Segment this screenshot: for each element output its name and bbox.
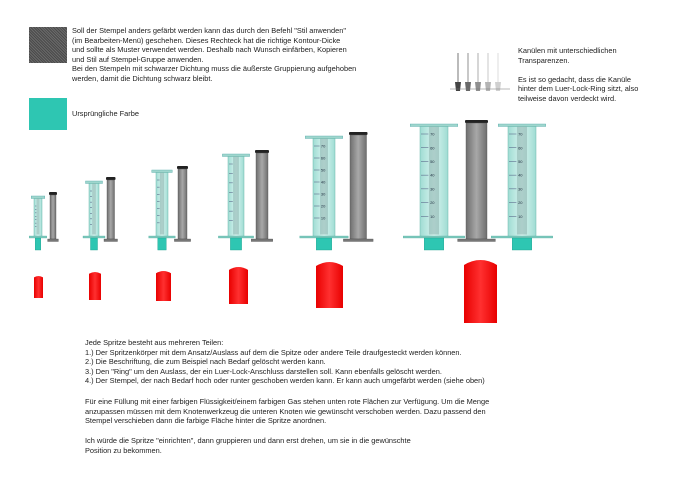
barrel-flange (31, 196, 45, 199)
scale-label: 20 (320, 203, 326, 209)
scale-label: 60 (320, 155, 326, 161)
barrel-base (29, 236, 47, 238)
fill-area-6[interactable] (464, 260, 497, 323)
luer-ring (512, 238, 532, 250)
rotate-description: Ich würde die Spritze "einrichten", dann gruppieren und dann erst drehen, um sie in die gewünschte Position zu bekommen. (85, 436, 411, 455)
fill-area-3[interactable] (156, 271, 171, 301)
cannula-hub (455, 82, 461, 91)
barrel-flange (305, 136, 342, 139)
scale-label: 60 (430, 145, 435, 151)
cannula-note: Kanülen mit unterschiedlichen Transparenzen. Es ist so gedacht, dass die Kanüle hinter dem Luer-Lock-Ring sitzt, also teilweise davon verdeckt wird. (518, 46, 639, 103)
luer-ring (230, 238, 241, 250)
scale-label: 40 (518, 172, 523, 178)
scale-label: 50 (430, 159, 435, 165)
plunger-seal (49, 192, 57, 195)
barrel-base (403, 236, 465, 238)
barrel-base (149, 236, 175, 238)
plunger-thumb-plate (458, 239, 496, 242)
luer-ring (91, 238, 98, 250)
scale-label: 20 (430, 200, 435, 206)
plunger-seal (106, 177, 116, 180)
fill-area-4[interactable] (229, 267, 248, 304)
scale-label: 30 (320, 191, 326, 197)
luer-ring (316, 238, 331, 250)
barrel-plunger-rod (92, 184, 96, 235)
scale-label: 20 (518, 200, 523, 206)
style-instructions: Soll der Stempel anders gefärbt werden kann das durch den Befehl "Stil anwenden" (im Bearbeiten-Menü) geschehen. Dieses Rechteck hat die richtige Kontour-Dicke und sollte als Muster verwendet werden. Deshalb nach Wunsch einfärben, Kopieren und Stil auf Stempel-Gruppe anwenden. Bei den Stempeln mit schwarzer Dichtung muss die äußerste Gruppierung aufgehoben werden, damit die Dichtung schwarz bleibt. (72, 26, 357, 83)
cannula-hub (475, 82, 481, 91)
plunger-rod (50, 195, 56, 239)
scale-label: 40 (430, 172, 435, 178)
plunger-thumb-plate (174, 239, 190, 242)
scale-label: 10 (518, 213, 523, 219)
barrel-flange (410, 124, 458, 127)
barrel-base (300, 236, 348, 238)
scale-label: 70 (518, 131, 523, 137)
scale-label: 30 (518, 186, 523, 192)
cannula-hub (495, 82, 501, 91)
fill-description: Für eine Füllung mit einer farbigen Flüssigkeit/einem farbigen Gas stehen unten rote Flächen zur Verfügung. Um die Menge anzupassen müssen mit dem Knotenwerkzeug die unteren Knoten wie gewünscht verschoben werden. Dazu passend den Stempel verschieben dann die farbige Fläche hinter die Spritze anordnen. (85, 397, 490, 426)
syringe-set-5[interactable] (300, 132, 373, 250)
luer-ring (35, 238, 41, 250)
scale-label: 30 (430, 186, 435, 192)
syringe-set-7[interactable] (491, 124, 553, 250)
cannula-hub (485, 82, 491, 91)
scale-label: 40 (320, 179, 326, 185)
barrel-base (491, 236, 553, 238)
barrel-base (83, 236, 105, 238)
plunger-thumb-plate (251, 239, 273, 242)
original-color-label: Ursprüngliche Farbe (72, 109, 139, 118)
plunger-rod (350, 135, 367, 239)
syringe-set-2[interactable] (83, 177, 118, 250)
syringe-set-3[interactable] (149, 166, 191, 250)
syringe-set-6[interactable] (403, 120, 495, 250)
barrel-flange (498, 124, 546, 127)
scale-label: 10 (320, 215, 326, 221)
plunger-rod (466, 123, 487, 239)
luer-ring (424, 238, 444, 250)
barrel-flange (152, 170, 172, 173)
syringe-set-1[interactable] (29, 192, 58, 250)
plunger-seal (177, 166, 188, 169)
plunger-thumb-plate (343, 239, 373, 242)
parts-description: Jede Spritze besteht aus mehreren Teilen: 1.) Der Spritzenkörper mit dem Ansatz/Auslass auf dem die Spitze oder andere Teile draufgesteckt werden können. 2.) Die Beschriftung, die zum Beispiel nach Bedarf gelöscht werden kann. 3.) Den "Ring" um den Auslass, der ein Luer-Lock-Anschluss darstellen soll. Kann ebenfalls gelöscht werden. 4.) Der Stempel, der nach Bedarf hoch oder runter geschoben werden kann. Er kann auch umgefärbt werden (siehe oben) (85, 338, 485, 386)
plunger-seal (349, 132, 368, 135)
plunger-seal (255, 150, 269, 153)
barrel-plunger-rod (160, 173, 164, 235)
barrel-base (218, 236, 253, 238)
plunger-seal (465, 120, 488, 123)
scale-label: 50 (518, 159, 523, 165)
scale-label: 70 (430, 131, 435, 137)
cannula-hub (465, 82, 471, 91)
plunger-thumb-plate (104, 239, 118, 242)
cannula-group[interactable] (450, 53, 510, 91)
plunger-rod (107, 180, 115, 239)
fill-area-5[interactable] (316, 262, 343, 308)
barrel-plunger-rod (233, 157, 239, 235)
fill-area-1[interactable] (34, 276, 43, 298)
plunger-rod (256, 153, 268, 239)
scale-label: 60 (518, 145, 523, 151)
syringe-set-4[interactable] (218, 150, 272, 250)
barrel-flange (222, 154, 249, 157)
fill-area-2[interactable] (89, 272, 101, 300)
scale-label: 50 (320, 167, 326, 173)
plunger-rod (178, 169, 187, 239)
luer-ring (158, 238, 166, 250)
barrel-plunger-rod (37, 199, 40, 235)
scale-label: 70 (320, 143, 326, 149)
barrel-flange (86, 181, 103, 184)
scale-label: 10 (430, 213, 435, 219)
plunger-thumb-plate (48, 239, 59, 242)
